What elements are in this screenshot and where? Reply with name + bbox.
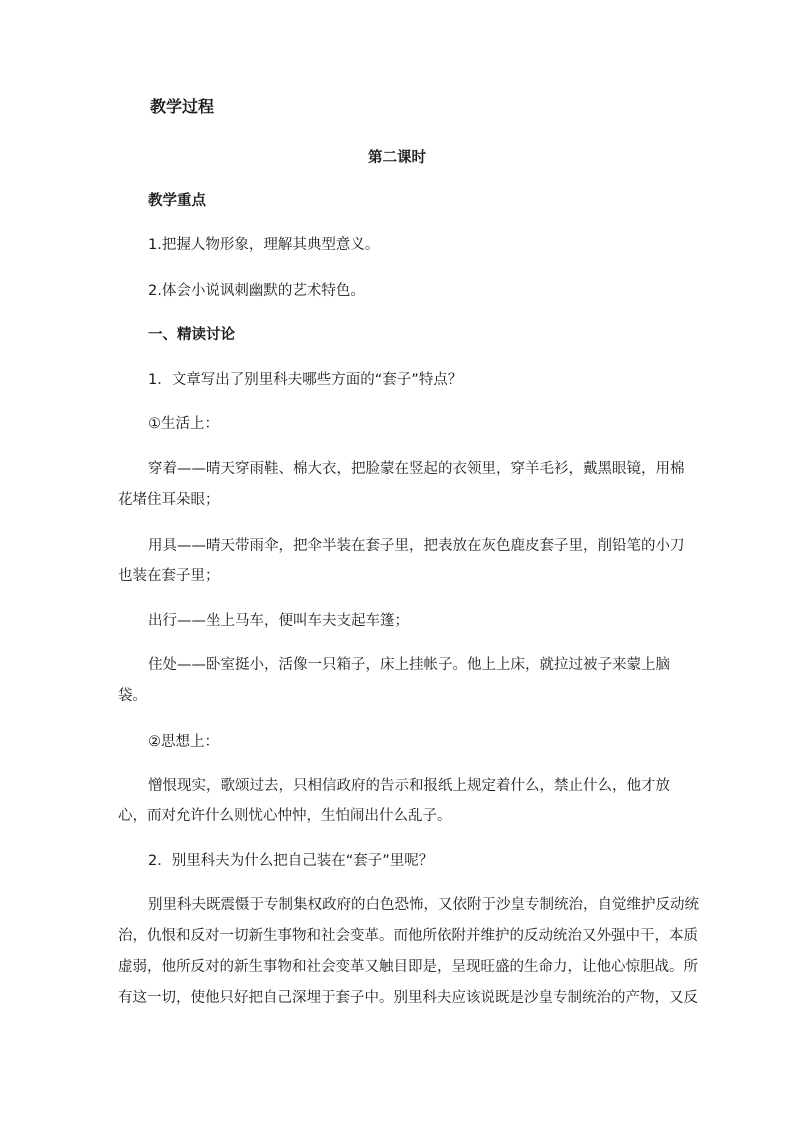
paragraph-line: 袋。 <box>118 688 147 704</box>
focus-heading: 教学重点 <box>148 193 206 209</box>
paragraph-line: 用具——晴天带雨伞，把伞半装在套子里，把表放在灰色鹿皮套子里，削铅笔的小刀 <box>148 538 685 554</box>
paragraph-line: 花堵住耳朵眼； <box>118 492 220 508</box>
paragraph-line: 虚弱，他所反对的新生事物和社会变革又触目即是，呈现旺盛的生命力，让他心惊胆战。所 <box>118 959 698 975</box>
question-2: 2．别里科夫为什么把自己装在“套子”里呢？ <box>148 853 434 869</box>
document-title: 教学过程 <box>150 97 215 116</box>
life-label: ①生活上： <box>148 416 219 432</box>
paragraph-line: 穿着——晴天穿雨鞋、棉大衣，把脸蒙在竖起的衣领里，穿羊毛衫，戴黑眼镜，用棉 <box>148 461 685 477</box>
paragraph-line: 出行——坐上马车，便叫车夫支起车篷； <box>148 613 409 629</box>
thought-label: ②思想上： <box>148 734 219 750</box>
paragraph-line: 别里科夫既震慑于专制集权政府的白色恐怖，又依附于沙皇专制统治，自觉维护反动统 <box>148 897 699 913</box>
paragraph-line: 住处——卧室挺小，活像一只箱子，床上挂帐子。他上上床，就拉过被子来蒙上脑 <box>148 657 670 673</box>
paragraph-line: 有这一切，使他只好把自己深埋于套子中。别里科夫应该说既是沙皇专制统治的产物，又反 <box>118 990 698 1006</box>
focus-item: 2.体会小说讽刺幽默的艺术特色。 <box>148 283 365 299</box>
section-heading: 一、精读讨论 <box>148 327 235 343</box>
paragraph-line: 也装在套子里； <box>118 568 220 584</box>
focus-item: 1.把握人物形象，理解其典型意义。 <box>148 237 380 253</box>
paragraph-line: 治，仇恨和反对一切新生事物和社会变革。而他所依附并维护的反动统治又外强中干，本质 <box>118 928 698 944</box>
lesson-heading: 第二课时 <box>368 150 426 166</box>
paragraph-line: 心，而对允许什么则忧心忡忡，生怕闹出什么乱子。 <box>118 808 452 824</box>
question-1: 1．文章写出了别里科夫哪些方面的“套子”特点？ <box>148 372 463 388</box>
paragraph-line: 憎恨现实，歌颂过去，只相信政府的告示和报纸上规定着什么，禁止什么，他才放 <box>148 778 670 794</box>
